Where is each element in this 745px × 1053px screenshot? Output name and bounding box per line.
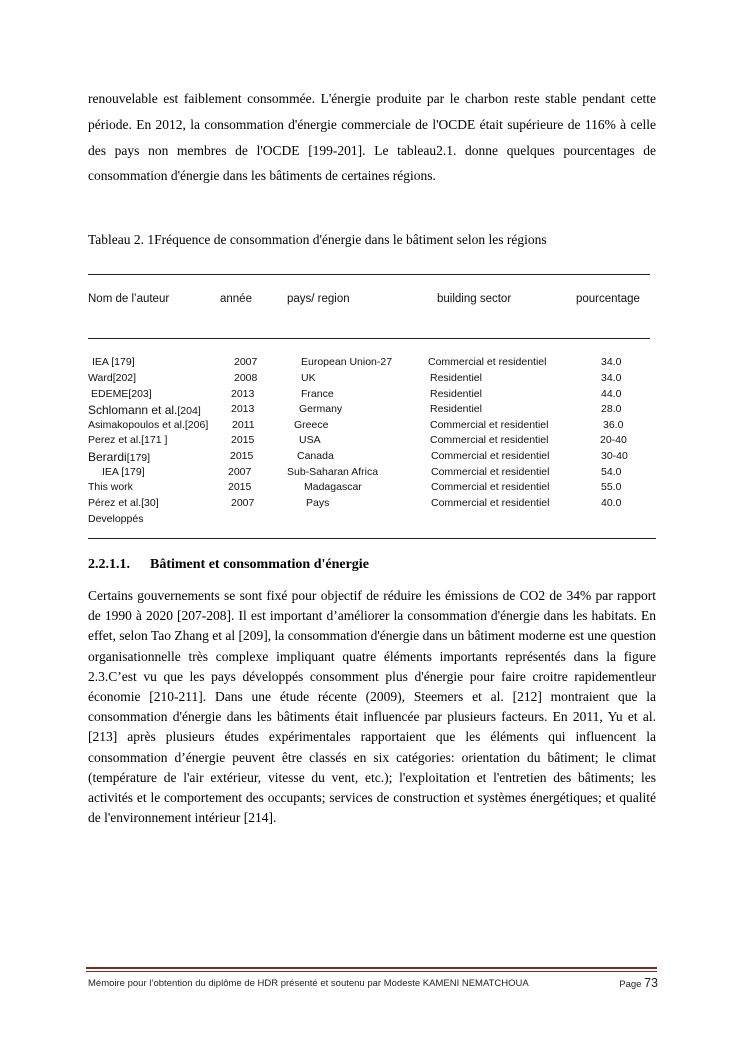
cell-sector: Residentiel <box>430 388 482 400</box>
cell-percentage: 34.0 <box>601 356 622 368</box>
cell-year: 2015 <box>230 450 254 462</box>
header-year: année <box>220 293 252 305</box>
header-sector: building sector <box>437 293 512 305</box>
cell-author: Pérez et al.[30] <box>88 497 159 509</box>
cell-author <box>88 403 201 417</box>
cell-year: 2008 <box>234 372 258 384</box>
cell-sector: Commercial et residentiel <box>430 434 549 446</box>
cell-sector: Commercial et residentiel <box>430 419 549 431</box>
table-top-rule <box>88 274 650 275</box>
table-row <box>0 388 745 404</box>
cell-percentage: 20-40 <box>600 434 627 446</box>
section-heading <box>88 557 369 573</box>
cell-author-ref: [204] <box>177 405 201 417</box>
cell-region: Canada <box>297 450 334 462</box>
cell-percentage: 44.0 <box>601 388 622 400</box>
cell-percentage: 55.0 <box>601 481 622 493</box>
table-row <box>0 466 745 482</box>
cell-author: IEA [179] <box>92 356 135 368</box>
page-footer <box>88 978 658 989</box>
section-title: Bâtiment et consommation d'énergie <box>150 557 369 572</box>
cell-region: France <box>301 388 334 400</box>
cell-percentage: 36.0 <box>603 419 624 431</box>
cell-author: Developpés <box>88 513 144 525</box>
cell-year: 2013 <box>231 388 255 400</box>
table-row <box>0 434 745 450</box>
table-caption: Tableau 2. 1Fréquence de consommation d'énergie dans le bâtiment selon les régions <box>88 232 547 247</box>
cell-region: Madagascar <box>304 481 362 493</box>
page-label: Page <box>619 979 642 990</box>
header-region: pays/ region <box>287 293 350 305</box>
section-number: 2.2.1.1. <box>88 557 130 572</box>
cell-sector: Commercial et residentiel <box>428 356 547 368</box>
table-row <box>0 403 745 419</box>
table-row <box>0 372 745 388</box>
table-header-rule <box>88 338 650 339</box>
footer-text: Mémoire pour l’obtention du diplôme de HDR présenté et soutenu par Modeste KAMENI NEMATCHOUA <box>88 978 529 989</box>
cell-year: 2015 <box>231 434 255 446</box>
cell-region: Greece <box>294 419 329 431</box>
cell-region: Sub-Saharan Africa <box>287 466 379 478</box>
cell-percentage: 34.0 <box>601 372 622 384</box>
cell-author-name: Berardi <box>88 450 127 464</box>
cell-author-ref: [179] <box>126 452 151 464</box>
cell-year: 2013 <box>231 403 255 415</box>
section-paragraph: Certains gouvernements se sont fixé pour objectif de réduire les émissions de CO2 de 34% par rapport de 1990 à 2020 [207-208]. Il est important d’améliorer la consommation d'énergie dans les habitats. En effet, selon Tao Zhang et al [209], la consommation d'énergie dans un bâtiment moderne est une question organisationnelle très complexe impliquant quatre éléments importants représentés dans la figure 2.3.C’est vu que les pays développés consomment plus d'énergie pour faire croitre rapidementleur économie [210-211]. Dans une étude récente (2009), Steemers et al. [212] montraient que la consommation d'énergie dans les bâtiments était influencée par plusieurs facteurs. En 2011, Yu et al. [213] après plusieurs études expérimentales rapportaient que les éléments qui influencent la consommation d’énergie peuvent être classés en six catégories: orientation du bâtiment; le climat (température de l'air extérieur, vitesse du vent, etc.); l'exploitation et l'entretien des bâtiments; les activités et le comportement des occupants; services de construction et systèmes énergétiques; et qualité de l'environnement intérieur [214]. <box>88 588 656 826</box>
cell-year: 2011 <box>232 419 255 431</box>
cell-sector: Commercial et residentiel <box>431 450 550 462</box>
table-row <box>0 450 745 466</box>
table-row <box>0 419 745 435</box>
cell-sector: Residentiel <box>430 403 482 415</box>
intro-paragraph: renouvelable est faiblement consommée. L'énergie produite par le charbon reste stable pendant cette période. En 2012, la consommation d'énergie commerciale de l'OCDE était supérieure de 116% à celle des pays non membres de l'OCDE [199-201]. Le tableau2.1. donne quelques pourcentages de consommation d'énergie dans les bâtiments de certaines régions. <box>88 91 656 184</box>
page-number: 73 <box>644 976 658 990</box>
table-row <box>0 497 745 513</box>
cell-author: Asimakopoulos et al.[206] <box>88 419 209 431</box>
cell-region: UK <box>301 372 316 384</box>
cell-sector: Commercial et residentiel <box>431 481 550 493</box>
cell-region: European Union-27 <box>301 356 393 368</box>
cell-region: Pays <box>306 497 330 509</box>
cell-sector: Commercial et residentiel <box>431 466 550 478</box>
cell-year: 2007 <box>234 356 258 368</box>
table-row <box>0 356 745 372</box>
cell-region: USA <box>299 434 321 446</box>
cell-percentage: 28.0 <box>601 403 622 415</box>
footer-rule-thin <box>86 971 657 972</box>
cell-year: 2015 <box>228 481 252 493</box>
cell-author <box>88 450 150 464</box>
cell-author: Ward[202] <box>88 372 137 384</box>
cell-author-name: Schlomann et al. <box>88 403 178 417</box>
header-author: Nom de l’auteur <box>88 293 170 305</box>
table-row <box>0 513 745 529</box>
table-bottom-rule <box>88 538 656 539</box>
cell-region: Germany <box>299 403 343 415</box>
cell-year: 2007 <box>228 466 252 478</box>
table-row <box>0 481 745 497</box>
footer-rule <box>86 967 657 969</box>
cell-author: EDEME[203] <box>91 388 152 400</box>
cell-percentage: 30-40 <box>601 450 628 462</box>
cell-year: 2007 <box>231 497 255 509</box>
header-percentage: pourcentage <box>576 293 640 305</box>
cell-sector: Residentiel <box>430 372 482 384</box>
cell-author: Perez et al.[171 ] <box>88 434 168 446</box>
page-indicator <box>619 976 658 990</box>
cell-sector: Commercial et residentiel <box>431 497 550 509</box>
cell-percentage: 54.0 <box>601 466 622 478</box>
cell-author: IEA [179] <box>102 466 145 478</box>
cell-author: This work <box>88 481 133 493</box>
cell-percentage: 40.0 <box>601 497 622 509</box>
